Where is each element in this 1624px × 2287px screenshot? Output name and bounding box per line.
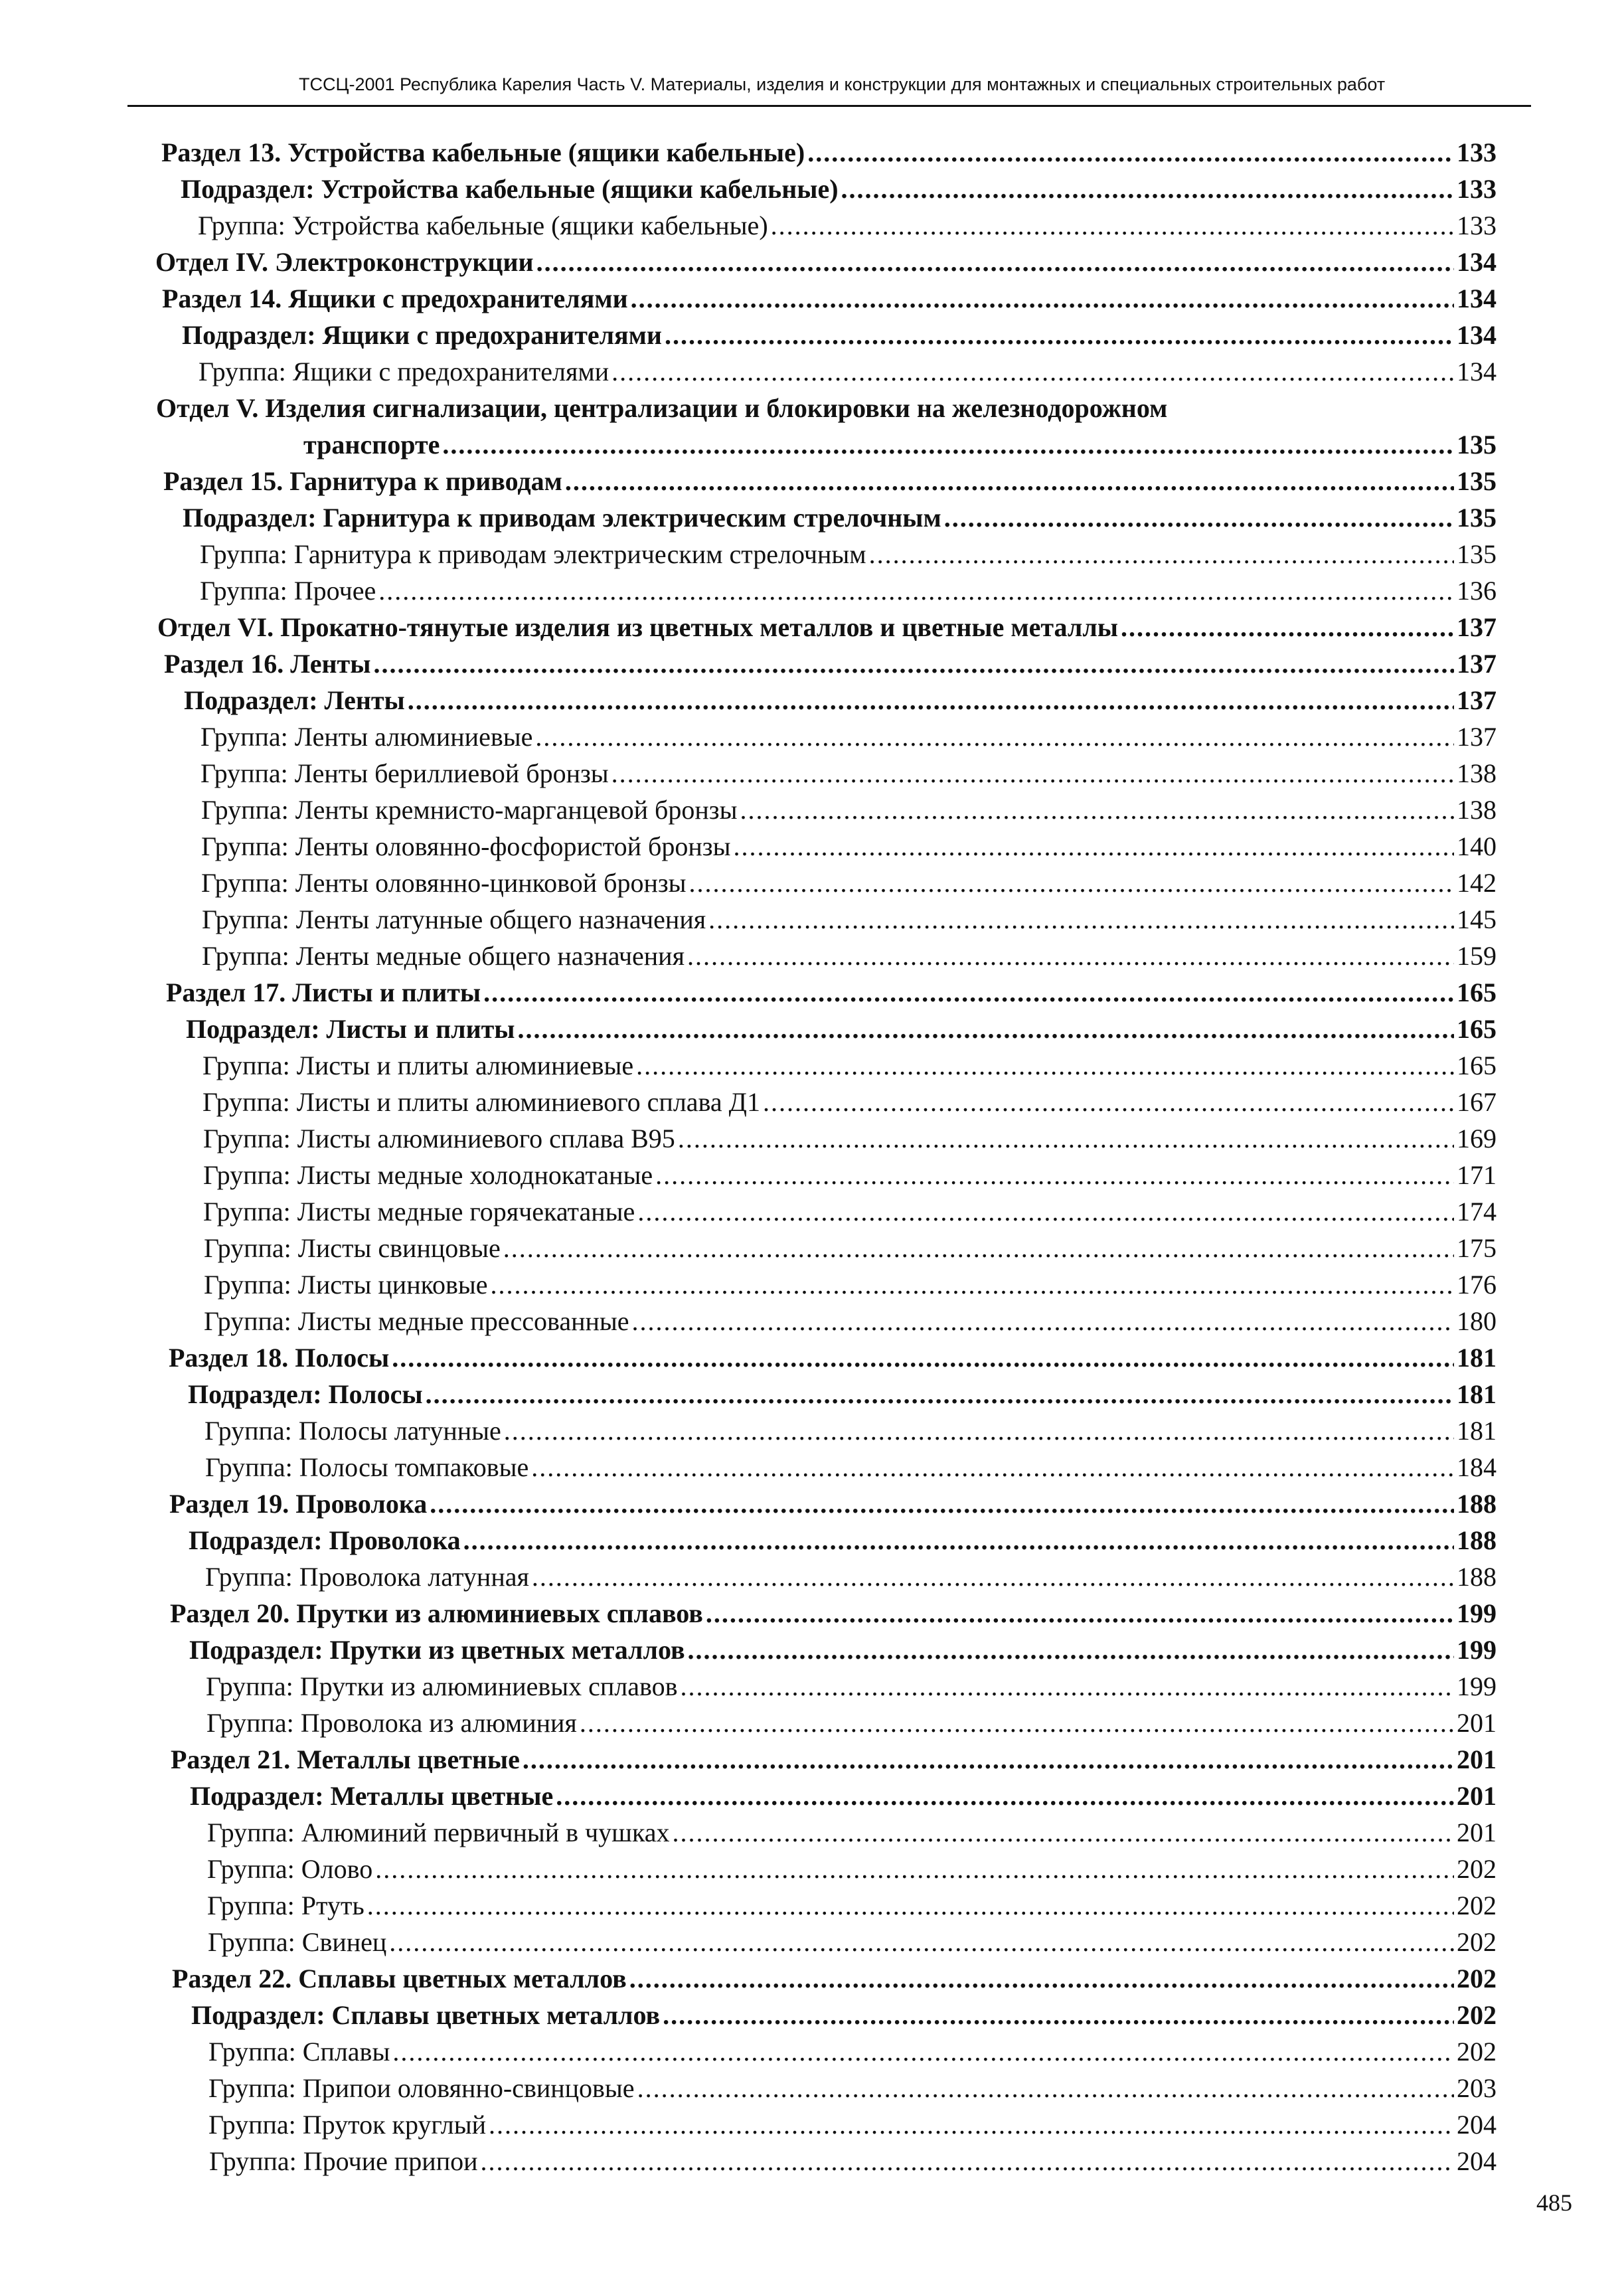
toc-entry-page: 188 <box>1457 1489 1497 1519</box>
toc-entry-line <box>166 974 1497 1011</box>
dot-leader <box>629 1960 1454 1997</box>
toc-entry-page: 165 <box>1457 1014 1497 1044</box>
toc-entry <box>0 1047 1624 1084</box>
toc-entry-page: 188 <box>1457 1525 1497 1555</box>
toc-entry-page: 133 <box>1457 137 1497 167</box>
toc-entry-line <box>208 2106 1497 2143</box>
dot-leader <box>392 2033 1454 2070</box>
dot-leader <box>944 499 1454 536</box>
toc-entry <box>0 1230 1624 1266</box>
toc-entry-page: 188 <box>1457 1562 1497 1592</box>
toc-entry <box>0 1814 1624 1851</box>
toc-entry-label: транспорте <box>303 430 440 460</box>
toc-entry-label: Подраздел: Гарнитура к приводам электрическим стрелочным <box>183 503 941 533</box>
running-header: ТССЦ-2001 Республика Карелия Часть V. Материалы, изделия и конструкции для монтажных и специальных строительных работ <box>299 74 1386 94</box>
toc-entry-line <box>207 1887 1497 1924</box>
toc-entry-line <box>157 609 1497 645</box>
toc-entry-line <box>198 207 1497 244</box>
dot-leader <box>556 1778 1454 1814</box>
toc-entry <box>0 499 1624 536</box>
toc-entry-label: Группа: Листы медные горячекатаные <box>203 1197 635 1227</box>
toc-entry <box>0 244 1624 280</box>
toc-entry <box>0 353 1624 390</box>
dot-leader <box>580 1705 1454 1741</box>
toc-entry-line <box>208 2033 1497 2070</box>
toc-entry-page: 202 <box>1457 2037 1497 2067</box>
toc-entry <box>0 2033 1624 2070</box>
toc-entry-page: 134 <box>1457 247 1497 277</box>
dot-leader <box>655 1157 1454 1193</box>
dot-leader <box>378 572 1454 609</box>
toc-entry-line <box>164 645 1497 682</box>
toc-entry-label: Группа: Листы свинцовые <box>204 1233 501 1263</box>
dot-leader <box>687 938 1454 974</box>
dot-leader <box>565 463 1454 499</box>
toc-entry <box>0 1157 1624 1193</box>
toc-entry-page: 135 <box>1457 503 1497 533</box>
toc-entry-page: 180 <box>1457 1306 1497 1336</box>
toc-entry <box>0 463 1624 499</box>
toc-entry-page: 202 <box>1457 2000 1497 2030</box>
dot-leader <box>463 1522 1454 1559</box>
toc-entry-page: 134 <box>1457 357 1497 386</box>
toc-entry-label: Группа: Гарнитура к приводам электрическим стрелочным <box>200 539 866 569</box>
toc-entry-line <box>201 865 1497 901</box>
dot-leader <box>389 1924 1454 1960</box>
toc-entry <box>0 1266 1624 1303</box>
dot-leader <box>763 1084 1454 1120</box>
dot-leader <box>535 719 1454 755</box>
toc-entry-page: 201 <box>1457 1744 1497 1774</box>
toc-entry <box>0 755 1624 792</box>
toc-entry-label: Группа: Листы и плиты алюминиевого сплава Д1 <box>203 1087 760 1117</box>
toc-entry-line <box>205 1449 1497 1485</box>
toc-entry <box>0 1120 1624 1157</box>
dot-leader <box>636 1047 1454 1084</box>
toc-entry <box>0 1595 1624 1632</box>
dot-leader <box>392 1339 1454 1376</box>
toc-entry-line <box>204 1303 1497 1339</box>
toc-entry-line <box>171 1741 1497 1778</box>
toc-entry-line <box>200 536 1497 572</box>
toc-entry-label: Группа: Ртуть <box>207 1891 365 1920</box>
toc-entry-label: Группа: Проволока из алюминия <box>206 1708 577 1738</box>
toc-entry-label: Группа: Листы цинковые <box>204 1270 488 1300</box>
toc-entry-label: Раздел 15. Гарнитура к приводам <box>163 466 562 496</box>
header-rule <box>127 105 1531 107</box>
dot-leader <box>631 280 1454 317</box>
dot-leader <box>688 1632 1454 1668</box>
dot-leader <box>807 134 1454 171</box>
toc-entry-line <box>203 1193 1497 1230</box>
toc-entry-line <box>169 1485 1497 1522</box>
toc-entry-page: 169 <box>1457 1124 1497 1153</box>
toc-entry <box>0 1778 1624 1814</box>
toc-entry-label: Группа: Припои оловянно-свинцовые <box>208 2073 635 2103</box>
toc-entry-line <box>208 1924 1497 1960</box>
toc-entry <box>0 536 1624 572</box>
toc-entry-page: 199 <box>1457 1598 1497 1628</box>
dot-leader <box>375 1851 1454 1887</box>
toc-entry-page: 181 <box>1457 1343 1497 1373</box>
toc-entry-label: Группа: Листы и плиты алюминиевые <box>203 1051 634 1080</box>
toc-entry-line <box>208 2070 1497 2106</box>
dot-leader <box>869 536 1454 572</box>
toc-entry-page: 134 <box>1457 284 1497 313</box>
toc-entry-label: Группа: Устройства кабельные (ящики кабельные) <box>198 211 768 240</box>
dot-leader <box>771 207 1454 244</box>
toc-entry-page: 135 <box>1457 539 1497 569</box>
toc-entry-label: Подраздел: Ящики с предохранителями <box>182 320 662 350</box>
toc-entry <box>0 1011 1624 1047</box>
toc-entry <box>0 1851 1624 1887</box>
toc-entry-page: 167 <box>1457 1087 1497 1117</box>
toc-entry-label: Группа: Ленты бериллиевой бронзы <box>201 758 609 788</box>
toc-entry-line <box>205 1559 1497 1595</box>
toc-entry <box>0 1412 1624 1449</box>
toc-entry-label: Группа: Полосы латунные <box>204 1416 501 1446</box>
toc-entry <box>0 1960 1624 1997</box>
toc-entry <box>0 865 1624 901</box>
toc-entry-label: Раздел 18. Полосы <box>169 1343 390 1373</box>
toc-entry-line <box>202 938 1497 974</box>
dot-leader <box>611 353 1454 390</box>
toc-entry-page: 204 <box>1457 2146 1497 2176</box>
toc-entry-page: 135 <box>1457 430 1497 460</box>
dot-leader <box>442 426 1454 463</box>
toc-entry <box>0 207 1624 244</box>
toc-entry <box>0 1741 1624 1778</box>
toc-entry-page: 138 <box>1457 795 1497 825</box>
toc-entry-page: 137 <box>1457 612 1497 642</box>
toc-entry-line <box>204 1230 1497 1266</box>
page-number: 485 <box>1536 2189 1572 2216</box>
dot-leader <box>611 755 1454 792</box>
toc-entry-line <box>203 1120 1497 1157</box>
toc-entry <box>0 280 1624 317</box>
toc-entry-line <box>0 390 1624 426</box>
toc-entry-label: Группа: Ленты оловянно-фосфористой бронзы <box>201 831 731 861</box>
toc-entry <box>0 719 1624 755</box>
toc-entry-label: Подраздел: Металлы цветные <box>190 1781 554 1811</box>
toc-entry-line <box>169 1339 1497 1376</box>
toc-entry-line <box>155 244 1497 280</box>
toc-entry-label: Подраздел: Устройства кабельные (ящики кабельные) <box>181 174 839 204</box>
toc-entry-label: Подраздел: Проволока <box>189 1525 461 1555</box>
toc-entry-label: Раздел 14. Ящики с предохранителями <box>162 284 628 313</box>
toc-entry-label: Раздел 13. Устройства кабельные (ящики кабельные) <box>161 137 805 167</box>
dot-leader <box>632 1303 1454 1339</box>
dot-leader <box>681 1668 1455 1705</box>
toc-entry <box>0 1485 1624 1522</box>
dot-leader <box>481 2143 1454 2179</box>
toc-entry-page: 136 <box>1457 576 1497 606</box>
toc-entry-page: 181 <box>1457 1416 1497 1446</box>
dot-leader <box>489 2106 1454 2143</box>
toc-entry-label: Отдел VI. Прокатно-тянутые изделия из цветных металлов и цветные металлы <box>157 612 1119 642</box>
toc-entry-page: 134 <box>1457 320 1497 350</box>
toc-entry-line <box>184 682 1497 719</box>
toc-entry-label: Группа: Листы медные холоднокатаные <box>203 1160 653 1190</box>
toc-entry-label: Группа: Прочее <box>200 576 376 606</box>
dot-leader <box>491 1266 1454 1303</box>
toc-entry-label: Группа: Ленты медные общего назначения <box>202 941 685 971</box>
dot-leader <box>678 1120 1454 1157</box>
toc-entry-page: 184 <box>1457 1452 1497 1482</box>
toc-entry-line <box>161 134 1497 171</box>
dot-leader <box>740 792 1454 828</box>
dot-leader <box>673 1814 1454 1851</box>
dot-leader <box>426 1376 1454 1412</box>
toc-entry-page: 201 <box>1457 1781 1497 1811</box>
dot-leader <box>665 317 1454 353</box>
toc-entry-label: Подраздел: Листы и плиты <box>186 1014 515 1044</box>
toc-entry-page: 176 <box>1457 1270 1497 1300</box>
dot-leader <box>536 244 1454 280</box>
toc-entry-label: Группа: Листы медные прессованные <box>204 1306 629 1336</box>
toc-entry-label: Подраздел: Прутки из цветных металлов <box>189 1635 685 1665</box>
dot-leader <box>663 1997 1454 2033</box>
toc-entry-label: Группа: Полосы томпаковые <box>205 1452 529 1482</box>
toc-entry-page: 204 <box>1457 2110 1497 2140</box>
toc-entry <box>0 1924 1624 1960</box>
toc-entry-page: 175 <box>1457 1233 1497 1263</box>
toc-entry <box>0 974 1624 1011</box>
toc-entry-page: 159 <box>1457 941 1497 971</box>
toc-entry-page: 202 <box>1457 1854 1497 1884</box>
toc-entry <box>0 1193 1624 1230</box>
toc-entry-label: Группа: Прочие припои <box>209 2146 478 2176</box>
toc-entry-line <box>182 317 1497 353</box>
toc-entry-line <box>199 353 1497 390</box>
toc-entry <box>0 572 1624 609</box>
toc-entry-page: 140 <box>1457 831 1497 861</box>
toc-entry-label: Группа: Ленты латунные общего назначения <box>202 904 706 934</box>
toc-entry-line <box>162 280 1497 317</box>
toc-entry-label: Раздел 16. Ленты <box>164 649 371 679</box>
toc-entry-line <box>170 1595 1497 1632</box>
toc-entry-label: Подраздел: Сплавы цветных металлов <box>191 2000 661 2030</box>
toc-entry-line <box>203 1157 1497 1193</box>
toc-entry-label: Группа: Ленты кремнисто-марганцевой бронзы <box>201 795 738 825</box>
dot-leader <box>532 1559 1454 1595</box>
toc-entry-line <box>190 1778 1497 1814</box>
toc-entry-line <box>172 1960 1497 1997</box>
toc-entry <box>0 426 1624 463</box>
toc-entry-page: 171 <box>1457 1160 1497 1190</box>
toc-entry-page: 202 <box>1457 1927 1497 1957</box>
toc-entry <box>0 2106 1624 2143</box>
toc-entry-page: 199 <box>1457 1671 1497 1701</box>
toc-entry <box>0 2143 1624 2179</box>
toc-entry-page: 174 <box>1457 1197 1497 1227</box>
toc-entry-label: Раздел 22. Сплавы цветных металлов <box>172 1964 627 1993</box>
toc-entry-line <box>206 1668 1497 1705</box>
toc-entry-line <box>303 426 1497 463</box>
toc-entry <box>0 1449 1624 1485</box>
toc-entry-page: 142 <box>1457 868 1497 898</box>
toc-entry-page: 201 <box>1457 1818 1497 1847</box>
toc-entry-label: Группа: Ленты оловянно-цинковой бронзы <box>201 868 687 898</box>
toc-entry <box>0 1887 1624 1924</box>
toc-entry-page: 133 <box>1457 174 1497 204</box>
toc-entry-label: Группа: Пруток круглый <box>208 2110 487 2140</box>
toc-entry-line <box>204 1266 1497 1303</box>
toc-entry-line <box>203 1047 1497 1084</box>
toc-entry-line <box>186 1011 1497 1047</box>
dot-leader <box>503 1230 1454 1266</box>
dot-leader <box>531 1449 1454 1485</box>
toc-entry-line <box>188 1376 1497 1412</box>
toc-entry-line <box>209 2143 1497 2179</box>
dot-leader <box>733 828 1454 865</box>
dot-leader <box>637 2070 1454 2106</box>
toc-entry-line <box>206 1705 1497 1741</box>
toc-entry-page: 202 <box>1457 1891 1497 1920</box>
table-of-contents <box>0 134 1624 2179</box>
dot-leader <box>1121 609 1454 645</box>
dot-leader <box>708 901 1454 938</box>
toc-entry <box>0 1997 1624 2033</box>
toc-entry-label: Группа: Листы алюминиевого сплава В95 <box>203 1124 675 1153</box>
toc-entry <box>0 2070 1624 2106</box>
toc-entry <box>0 1705 1624 1741</box>
toc-entry <box>0 134 1624 171</box>
toc-entry <box>0 1632 1624 1668</box>
toc-entry-label: Раздел 19. Проволока <box>169 1489 428 1519</box>
toc-entry-label: Подраздел: Ленты <box>184 685 405 715</box>
toc-entry-page: 145 <box>1457 904 1497 934</box>
toc-entry <box>0 792 1624 828</box>
dot-leader <box>706 1595 1454 1632</box>
toc-entry-line <box>201 719 1497 755</box>
toc-entry-label: Отдел IV. Электроконструкции <box>155 247 534 277</box>
toc-entry <box>0 1084 1624 1120</box>
dot-leader <box>523 1741 1454 1778</box>
toc-entry-page: 202 <box>1457 1964 1497 1993</box>
dot-leader <box>367 1887 1454 1924</box>
dot-leader <box>504 1412 1454 1449</box>
toc-entry-line <box>207 1851 1497 1887</box>
toc-entry-line <box>207 1814 1497 1851</box>
toc-entry-label: Раздел 17. Листы и плиты <box>166 977 481 1007</box>
toc-entry-label: Группа: Олово <box>207 1854 373 1884</box>
toc-entry-page: 165 <box>1457 977 1497 1007</box>
toc-entry-label: Группа: Прутки из алюминиевых сплавов <box>206 1671 678 1701</box>
toc-entry-label: Раздел 20. Прутки из алюминиевых сплавов <box>170 1598 703 1628</box>
toc-entry-page: 138 <box>1457 758 1497 788</box>
toc-entry-label: Группа: Алюминий первичный в чушках <box>207 1818 670 1847</box>
toc-entry <box>0 938 1624 974</box>
toc-entry <box>0 1303 1624 1339</box>
toc-entry-page: 201 <box>1457 1708 1497 1738</box>
toc-entry-label: Подраздел: Полосы <box>188 1379 423 1409</box>
toc-entry-page: 137 <box>1457 649 1497 679</box>
toc-entry-label: Группа: Свинец <box>208 1927 387 1957</box>
dot-leader <box>373 645 1454 682</box>
toc-entry-line <box>181 171 1497 207</box>
toc-entry-line <box>183 499 1497 536</box>
toc-entry-label: Отдел V. Изделия сигнализации, централизации и блокировки на железнодорожном <box>156 393 1168 423</box>
toc-entry-page: 135 <box>1457 466 1497 496</box>
toc-entry-page: 137 <box>1457 685 1497 715</box>
toc-entry-label: Группа: Проволока латунная <box>205 1562 529 1592</box>
toc-entry-line <box>202 901 1497 938</box>
toc-entry-line <box>201 792 1497 828</box>
toc-entry <box>0 1668 1624 1705</box>
toc-entry-line <box>203 1084 1497 1120</box>
toc-entry-label: Группа: Ленты алюминиевые <box>201 722 533 752</box>
toc-entry <box>0 1376 1624 1412</box>
toc-entry <box>0 1339 1624 1376</box>
toc-entry <box>0 1559 1624 1595</box>
toc-entry-page: 203 <box>1457 2073 1497 2103</box>
toc-entry-line <box>200 572 1497 609</box>
toc-entry-line <box>201 755 1497 792</box>
toc-entry-line <box>201 828 1497 865</box>
toc-entry <box>0 828 1624 865</box>
dot-leader <box>689 865 1454 901</box>
toc-entry-line <box>191 1997 1497 2033</box>
dot-leader <box>408 682 1454 719</box>
toc-entry-label: Группа: Сплавы <box>208 2037 390 2067</box>
toc-entry <box>0 609 1624 645</box>
toc-entry <box>0 901 1624 938</box>
dot-leader <box>430 1485 1454 1522</box>
toc-entry-line <box>163 463 1497 499</box>
toc-entry-page: 137 <box>1457 722 1497 752</box>
dot-leader <box>483 974 1454 1011</box>
toc-entry-line <box>204 1412 1497 1449</box>
dot-leader <box>841 171 1454 207</box>
dot-leader <box>518 1011 1455 1047</box>
toc-entry-page: 181 <box>1457 1379 1497 1409</box>
toc-entry <box>0 682 1624 719</box>
toc-entry <box>0 645 1624 682</box>
toc-entry-label: Группа: Ящики с предохранителями <box>199 357 609 386</box>
toc-entry <box>0 1522 1624 1559</box>
toc-entry-label: Раздел 21. Металлы цветные <box>171 1744 520 1774</box>
toc-entry-page: 165 <box>1457 1051 1497 1080</box>
toc-entry-line <box>189 1522 1497 1559</box>
toc-entry <box>0 317 1624 353</box>
dot-leader <box>637 1193 1454 1230</box>
toc-entry <box>0 171 1624 207</box>
toc-entry-page: 133 <box>1457 211 1497 240</box>
toc-entry-page: 199 <box>1457 1635 1497 1665</box>
toc-entry-line <box>189 1632 1497 1668</box>
